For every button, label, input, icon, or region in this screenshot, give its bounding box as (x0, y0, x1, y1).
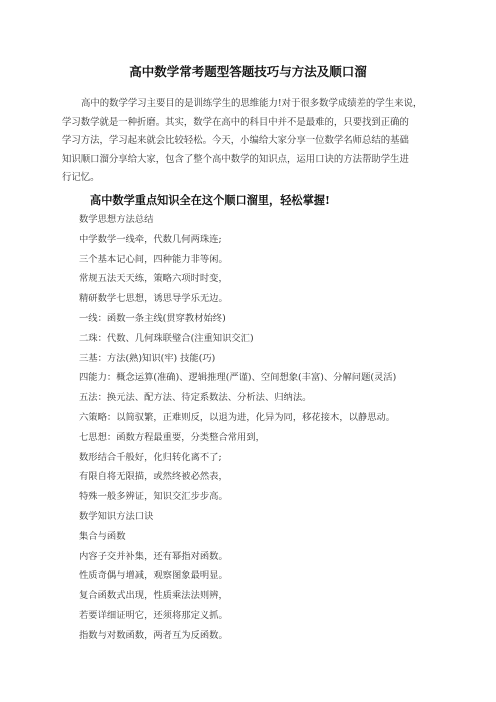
text-line: 六策略：以简驭繁，正难则反，以退为进，化异为同，移花接木，以静思动。 (79, 411, 396, 423)
text-line: 性质奇偶与增减，观察图象最明显。 (79, 570, 228, 582)
intro-paragraph (62, 95, 440, 188)
text-line: 精研数学七思想，诱思导学乐无边。 (79, 293, 228, 305)
text-line: 四能力：概念运算(准确)、逻辑推理(严谨)、空间想象(丰富)、分解问题(灵活) (79, 372, 397, 384)
intro-line: 知识顺口溜分享给大家，包含了整个高中数学的知识点，运用口诀的方法帮助学生进 (62, 153, 409, 165)
text-line: 三基：方法(熟)知识(牢) 技能(巧) (79, 352, 216, 364)
document-title: 高中数学常考题型答题技巧与方法及顺口溜 (129, 64, 367, 79)
text-line: 内容子交并补集，还有幂指对函数。 (79, 550, 228, 562)
section-heading: 高中数学重点知识全在这个顺口溜里，轻松掌握! (90, 193, 330, 207)
text-line: 指数与对数函数，两者互为反函数。 (79, 629, 228, 641)
text-line: 二珠：代数、几何珠联璧合(注重知识交汇) (79, 332, 254, 344)
intro-line: 高中的数学学习主要目的是训练学生的思维能力!对于很多数学成绩差的学生来说， (81, 98, 423, 109)
text-line: 数学知识方法口诀 (79, 510, 154, 522)
text-line: 三个基本记心间，四种能力非等闲。 (79, 253, 228, 265)
intro-line: 学习数学就是一种折磨。其实，数学在高中的科目中并不是最难的，只要找到正确的 (62, 116, 409, 128)
mnemonic-text (79, 210, 459, 646)
text-line: 数形结合千般好，化归转化离不了; (79, 451, 222, 463)
text-line: 复合函数式出现，性质乘法法则辨， (79, 590, 228, 602)
intro-line: 学习方法，学习起来就会比较轻松。今天，小编给大家分享一位数学名师总结的基础 (62, 135, 409, 147)
text-line: 中学数学一线牵，代数几何两珠连; (79, 233, 222, 245)
text-line: 特殊一般多辨证，知识交汇步步高。 (79, 491, 228, 503)
intro-line: 行记忆。 (62, 172, 100, 184)
text-line: 数学思想方法总结 (79, 214, 154, 225)
text-line: 常规五法天天练，策略六项时时变， (79, 273, 228, 285)
text-line: 若要详细证明它，还须将那定义抓。 (79, 609, 228, 621)
text-line: 七思想：函数方程最重要，分类整合常用到， (79, 431, 265, 443)
text-line: 有限自将无限描，或然终被必然表， (79, 471, 228, 483)
text-line: 一线：函数一条主线(贯穿教材始终) (79, 312, 226, 324)
text-line: 五法：换元法、配方法、待定系数法、分析法、归纳法。 (79, 392, 312, 404)
text-line: 集合与函数 (79, 530, 126, 542)
